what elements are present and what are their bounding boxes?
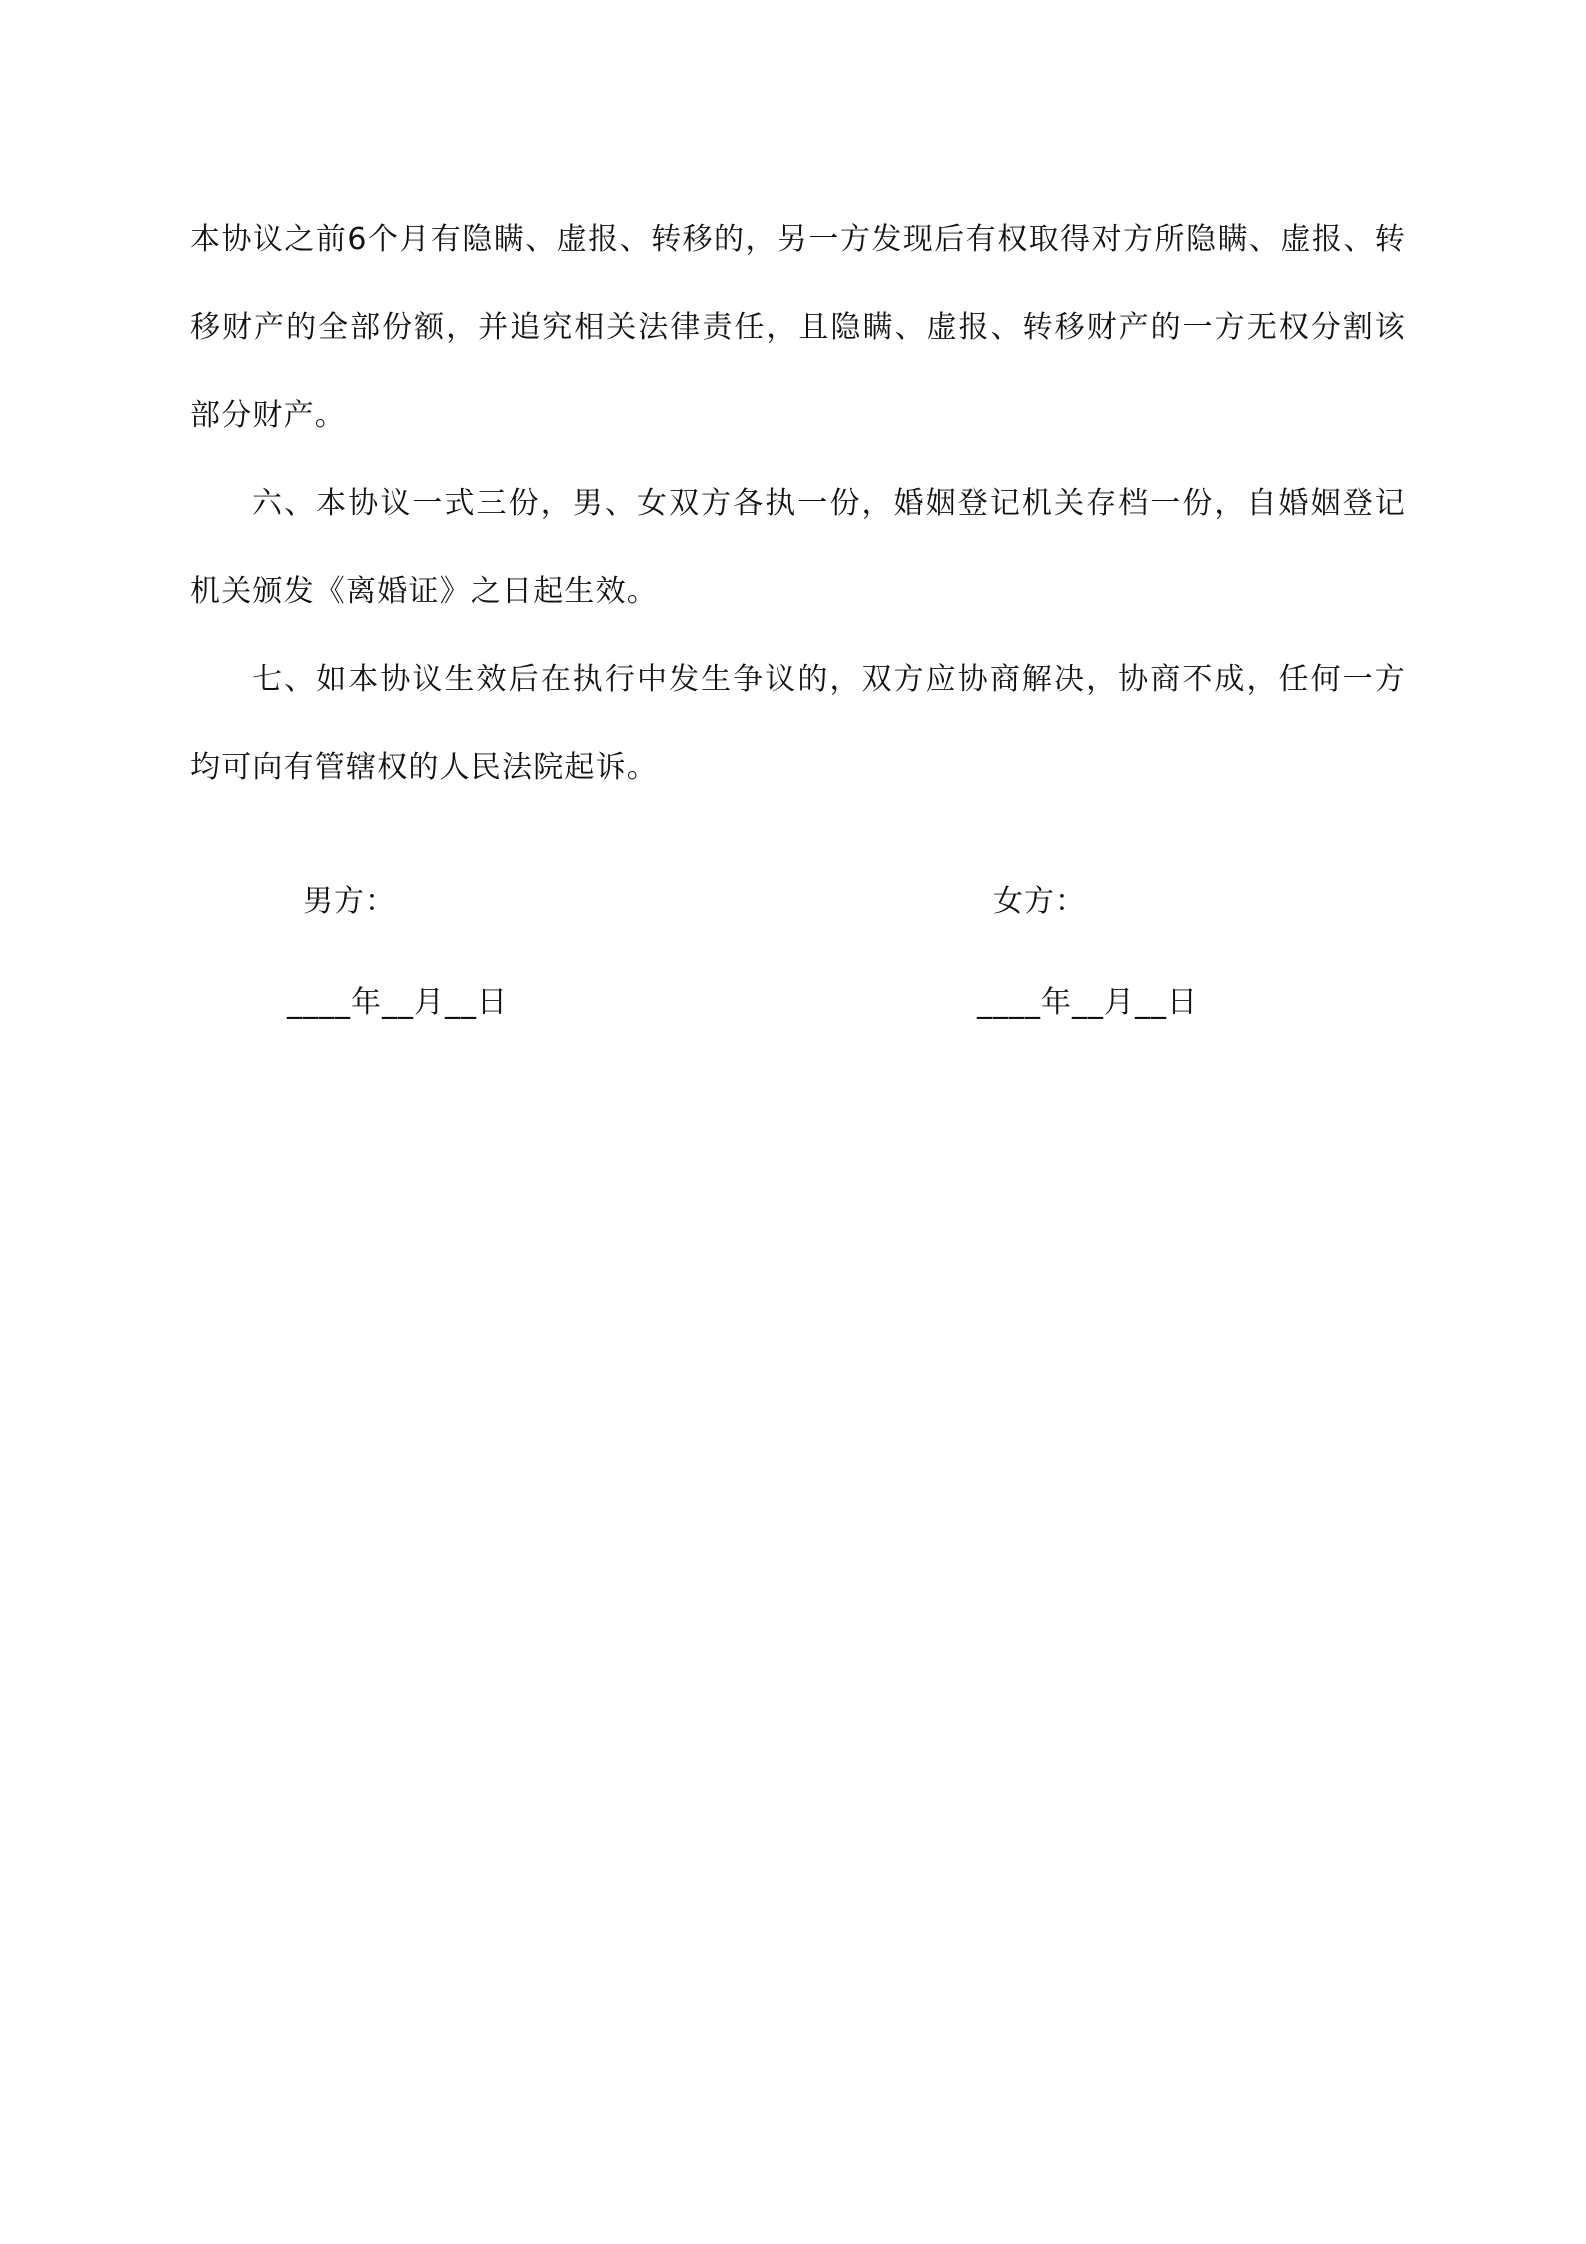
paragraph-clause-seven: 七、如本协议生效后在执行中发生争议的，双方应协商解决，协商不成，任何一方均可向有管辖权的人民法院起诉。 — [190, 662, 1406, 785]
female-party-label: 女方： — [993, 884, 1086, 919]
paragraph-concealment-clause: 本协议之前6个月有隐瞒、虚报、转移的，另一方发现后有权取得对方所隐瞒、虚报、转移财产的全部份额，并追究相关法律责任，且隐瞒、虚报、转移财产的一方无权分割该部分财产。 — [190, 222, 1406, 433]
male-party-label: 男方： — [303, 884, 396, 919]
female-party-date-blank: ____年__月__日 — [977, 985, 1198, 1020]
agreement-body — [190, 196, 1406, 812]
paragraph-clause-six: 六、本协议一式三份，男、女双方各执一份，婚姻登记机关存档一份，自婚姻登记机关颁发《离婚证》之日起生效。 — [190, 486, 1406, 609]
male-party-date-blank: ____年__月__日 — [287, 985, 508, 1020]
